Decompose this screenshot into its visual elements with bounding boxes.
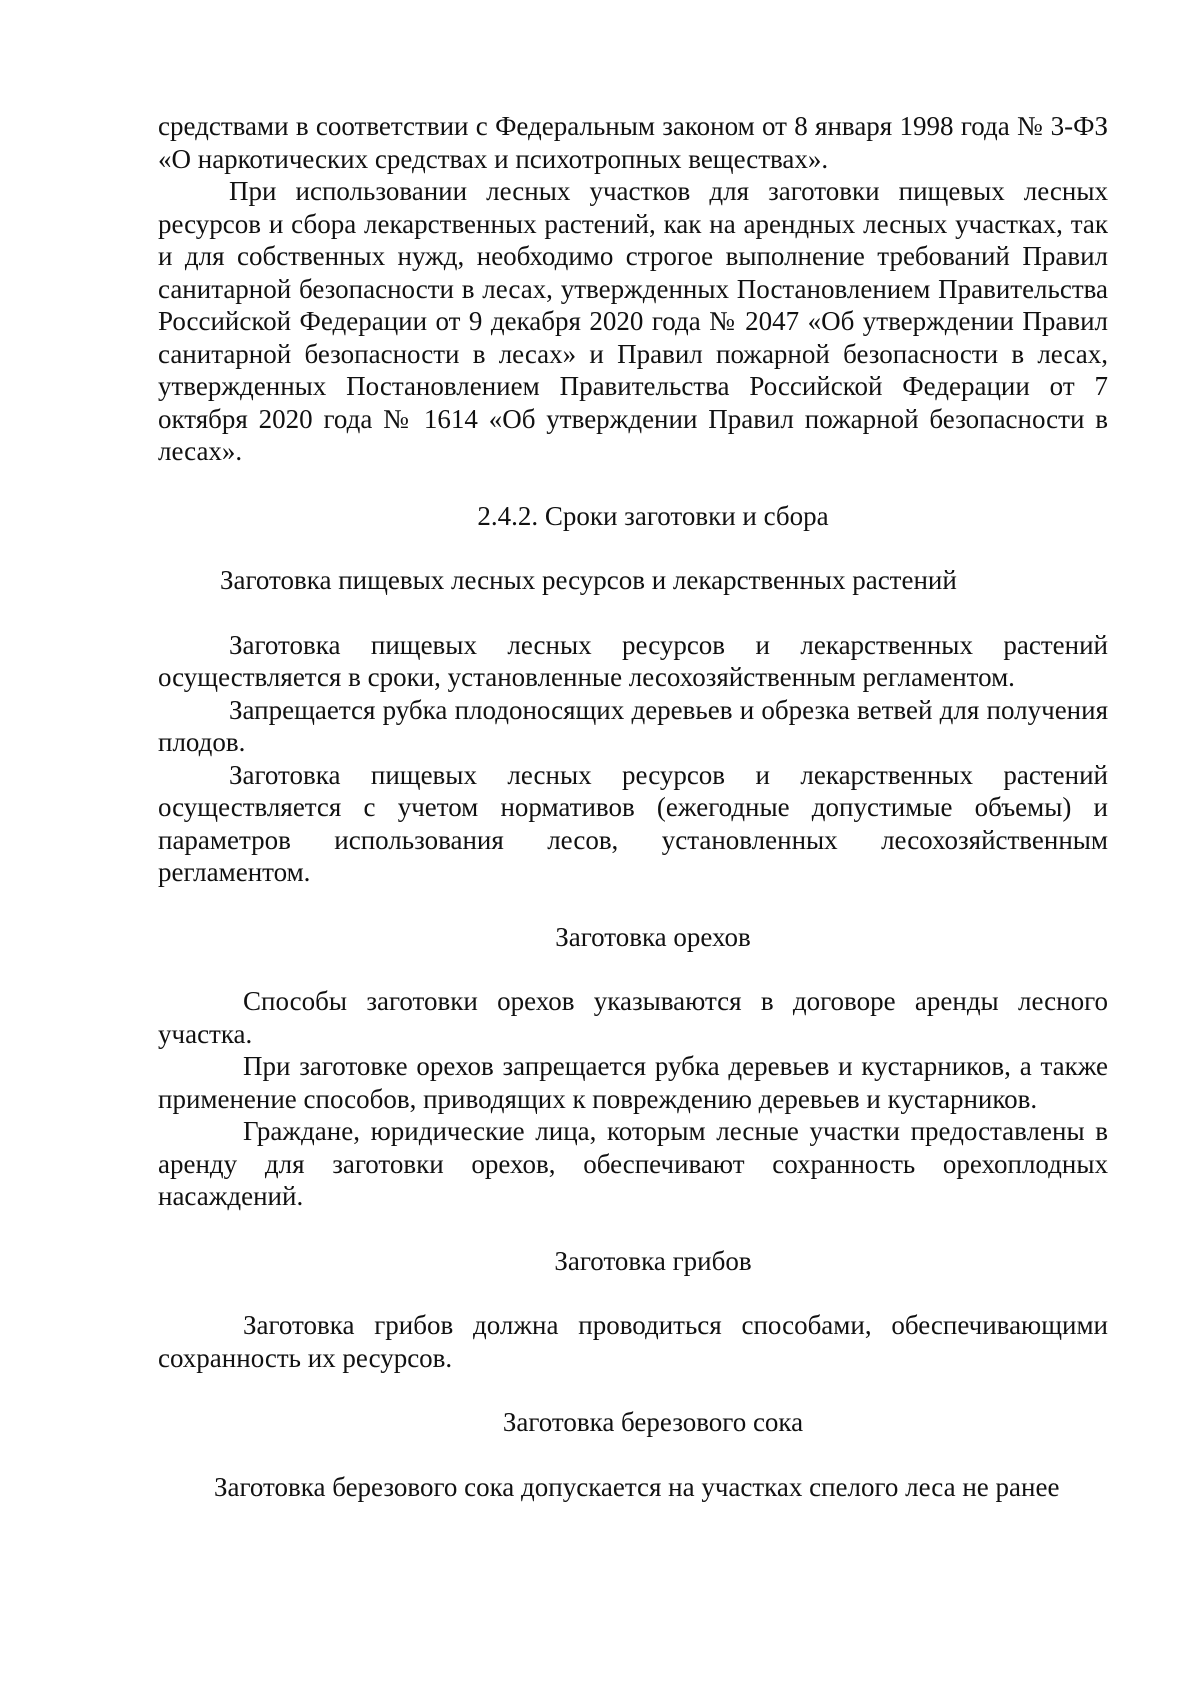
document-page (158, 110, 1108, 1503)
paragraph-4: Запрещается рубка плодоносящих деревьев и обрезка ветвей для получения плодов. (158, 694, 1108, 757)
paragraph-9: Заготовка грибов должна проводиться способами, обеспечивающими сохранность их ресурсов. (158, 1310, 1108, 1373)
subheading-nuts: Заготовка орехов (555, 921, 751, 952)
section-heading: 2.4.2. Сроки заготовки и сбора (477, 500, 829, 531)
paragraph-7: При заготовке орехов запрещается рубка деревьев и кустарников, а также применение способов, приводящих к повреждению деревьев и кустарников. (158, 1051, 1108, 1114)
subheading-birch-sap: Заготовка березового сока (502, 1407, 804, 1437)
paragraph-5: Заготовка пищевых лесных ресурсов и лекарственных растений осуществляется с учетом нормативов (ежегодные допустимые объемы) и параметров использования лесов, установленных лесохозяйственным регламентом. (158, 759, 1108, 887)
paragraph-3: Заготовка пищевых лесных ресурсов и лекарственных растений осуществляется в сроки, установленные лесохозяйственным регламентом. (158, 629, 1108, 692)
subheading-food-resources: Заготовка пищевых лесных ресурсов и лекарственных растений (220, 565, 957, 595)
paragraph-1: средствами в соответствии с Федеральным законом от 8 января 1998 года № 3-ФЗ «О наркотических средствах и психотропных веществах». (158, 111, 1108, 174)
paragraph-6: Способы заготовки орехов указываются в договоре аренды лесного участка. (158, 986, 1108, 1049)
paragraph-2: При использовании лесных участков для заготовки пищевых лесных ресурсов и сбора лекарственных растений, как на арендных лесных участках, так и для собственных нужд, необходимо строгое выполнение требований Правил санитарной безопасности в лесах, утвержденных Постановлением Правительства Российской Федерации от 9 декабря 2020 года № 2047 «Об утверждении Правил санитарной безопасности в лесах» и Правил пожарной безопасности в лесах, утвержденных Постановлением Правительства Российской Федерации от 7 октября 2020 года № 1614 «Об утверждении Правил пожарной безопасности в лесах». (158, 176, 1108, 466)
subheading-mushrooms: Заготовка грибов (554, 1245, 752, 1276)
paragraph-8: Граждане, юридические лица, которым лесные участки предоставлены в аренду для заготовки орехов, обеспечивают сохранность орехоплодных насаждений. (158, 1116, 1108, 1211)
paragraph-10: Заготовка березового сока допускается на участках спелого леса не ранее (214, 1471, 1060, 1502)
